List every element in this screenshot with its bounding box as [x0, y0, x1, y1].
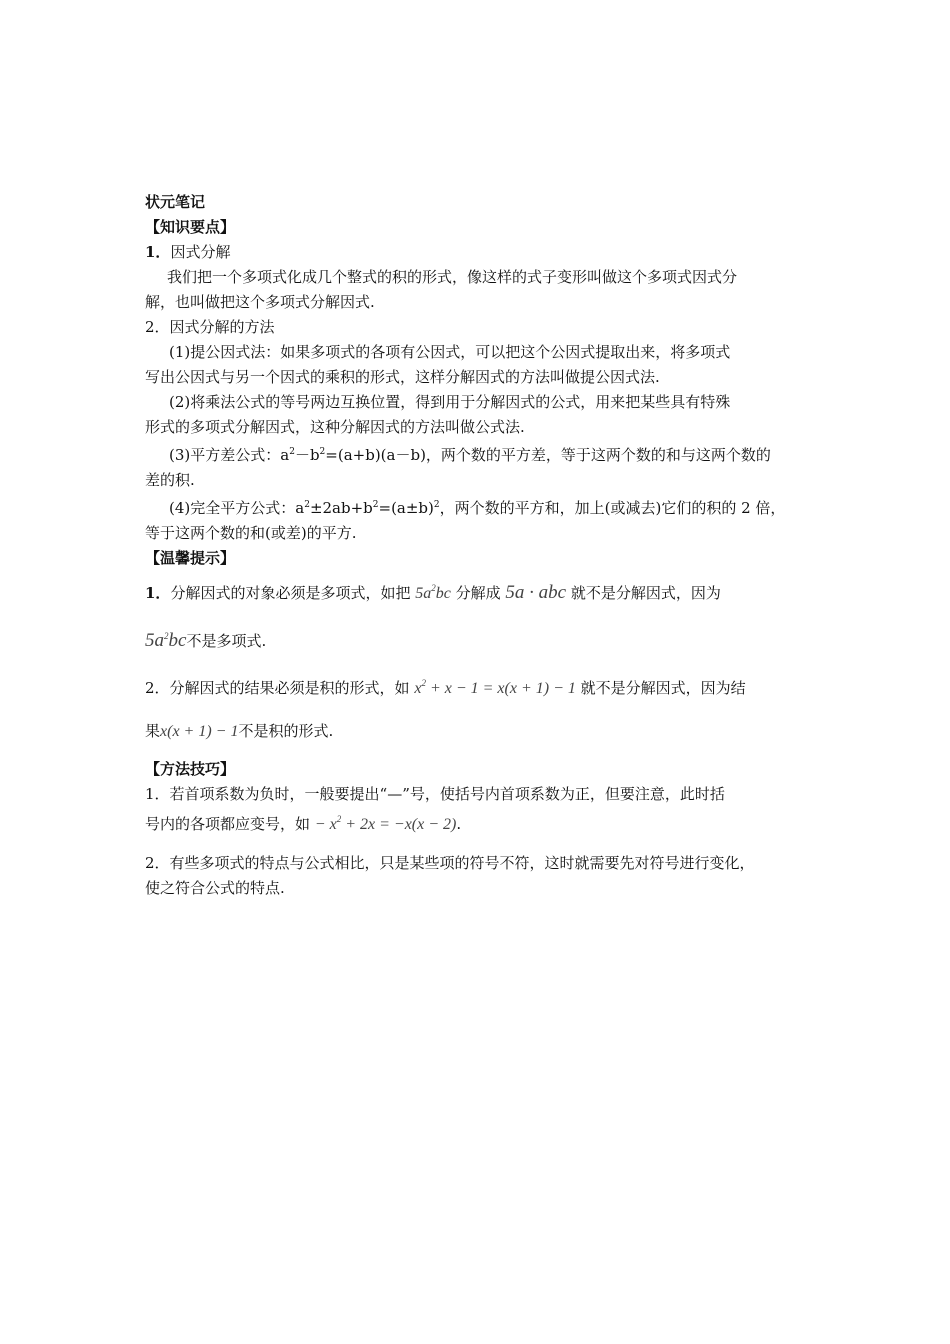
- tip-2-text-a: 2．分解因式的结果必须是积的形式，如: [145, 679, 410, 697]
- tip-1-text-a: 分解因式的对象必须是多项式，如把: [170, 584, 411, 602]
- method-4-mid: ±2ab+b: [309, 499, 373, 517]
- point-1-text-a: 我们把一个多项式化成几个整式的积的形式，像这样的式子变形叫做这个多项式因式分: [167, 268, 738, 286]
- section-heading-methods: 【方法技巧】: [145, 760, 236, 778]
- method-4-post: ，两个数的平方和，加上(或减去)它们的积的 2 倍，: [439, 499, 786, 517]
- point-1-text-b: 解，也叫做把这个多项式分解因式.: [145, 293, 375, 311]
- method-3-exponent-2: 2: [319, 447, 326, 457]
- method-4-exponent-2: 2: [372, 500, 379, 510]
- point-1-label: 因式分解: [170, 243, 231, 261]
- method-4-exponent-1: 2: [304, 500, 310, 510]
- point-1-title: [145, 240, 815, 265]
- tip-2-text-b: 就不是分解因式，因为结: [580, 679, 746, 697]
- document-body: [145, 190, 815, 901]
- technique-1-period: .: [456, 815, 462, 833]
- tip-1-text-c: 就不是分解因式，因为: [570, 584, 721, 602]
- method-4-mid2: =(a±b): [378, 499, 434, 517]
- tip-1-expression-3: $5a^2bc$: [145, 630, 187, 651]
- tip-2-text-d: 不是积的形式.: [238, 722, 334, 740]
- technique-2-text-b: 使之符合公式的特点.: [145, 879, 285, 897]
- tip-1-expression-1: $5a^2bc$: [415, 583, 451, 602]
- point-1-number: 1．: [145, 243, 171, 261]
- method-3-exponent-1: 2: [289, 447, 295, 457]
- technique-1-text-a: 1．若首项系数为负时，一般要提出“—”号，使括号内首项系数为正，但要注意，此时括: [145, 785, 725, 803]
- tip-2-text-c: 果: [145, 722, 161, 740]
- method-4-exponent-3: 2: [433, 500, 440, 510]
- tip-2-line-a: [145, 666, 815, 706]
- method-4-text-b: 等于这两个数的和(或差)的平方.: [145, 524, 357, 542]
- tip-2-expression-1: $x^2 + x - 1 = x(x + 1) - 1$: [414, 678, 576, 697]
- method-3-post: =(a+b)(a－b)，两个数的平方差，等于这两个数的和与这两个数的: [325, 446, 771, 464]
- tip-2-expression-2: x(x + 1) − 1: [160, 723, 239, 740]
- method-2-text-a: (2)将乘法公式的等号两边互换位置，得到用于分解因式的公式，用来把某些具有特殊: [169, 393, 731, 411]
- method-4-text-a: [145, 493, 815, 521]
- method-4-pre: (4)完全平方公式：a: [169, 499, 305, 517]
- tip-2-line-b: [145, 714, 815, 749]
- technique-1-text-b-lead: 号内的各项都应变号，如: [145, 815, 311, 833]
- method-3-pre: (3)平方差公式：a: [169, 446, 290, 464]
- technique-1-expression: − $x^2 + 2x = -x(x - 2)$: [314, 814, 457, 833]
- tip-1-line-a: [145, 571, 815, 611]
- section-heading-tips: 【温馨提示】: [145, 549, 236, 567]
- point-2-title: 2．因式分解的方法: [145, 318, 275, 336]
- tip-1-number: 1．: [145, 584, 171, 602]
- method-2-text-b: 形式的多项式分解因式，这种分解因式的方法叫做公式法.: [145, 418, 525, 436]
- tip-1-expression-2: 5a · abc: [505, 582, 567, 603]
- method-1-text-a: (1)提公因式法：如果多项式的各项有公因式，可以把这个公因式提取出来，将多项式: [169, 343, 731, 361]
- method-1-text-b: 写出公因式与另一个因式的乘积的形式，这样分解因式的方法叫做提公因式法.: [145, 368, 660, 386]
- tip-1-text-b: 分解成: [455, 584, 501, 602]
- section-heading-key-points: 【知识要点】: [145, 218, 236, 236]
- tip-1-line-b: [145, 619, 815, 658]
- technique-2-text-a: 2．有些多项式的特点与公式相比，只是某些项的符号不符，这时就需要先对符号进行变化，: [145, 854, 755, 872]
- method-3-mid: －b: [294, 446, 320, 464]
- method-3-text-b: 差的积.: [145, 471, 195, 489]
- document-title: 状元笔记: [145, 193, 206, 211]
- technique-1-text-b: [145, 807, 815, 837]
- method-3-text-a: [145, 440, 815, 468]
- tip-1-text-d: 不是多项式.: [186, 632, 267, 650]
